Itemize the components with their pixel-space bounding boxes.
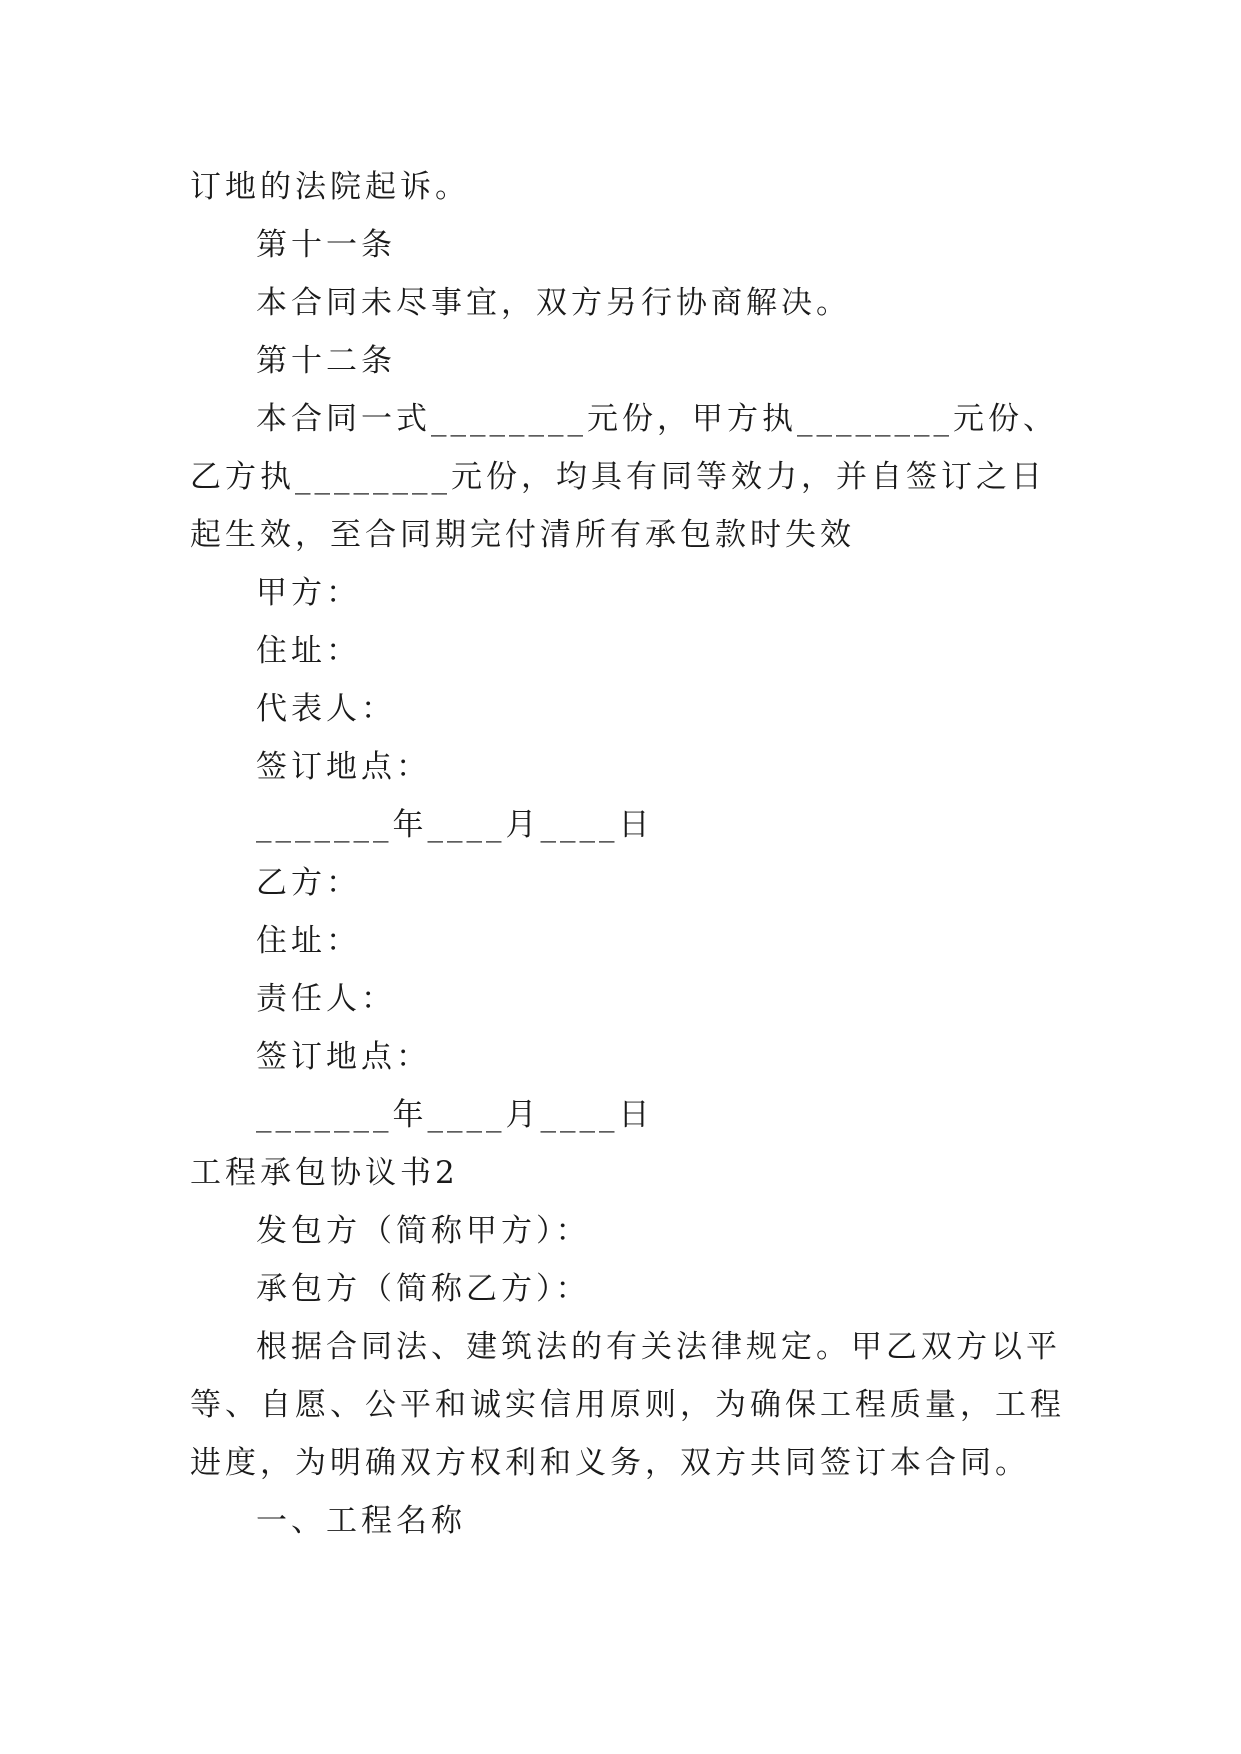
document-title-2: 工程承包协议书2 [190, 1155, 459, 1191]
document-page [190, 158, 1070, 1550]
heading-project-name: 一、工程名称 [256, 1503, 466, 1539]
party-a-label: 甲方： [256, 575, 361, 611]
heading-article-12: 第十二条 [256, 343, 396, 379]
party-a-date: _______年____月____日 [256, 807, 654, 843]
heading-article-11: 第十一条 [256, 227, 396, 263]
party-b-signing-place: 签订地点： [256, 1039, 431, 1075]
party-b-date: _______年____月____日 [256, 1097, 654, 1133]
party-a-signing-place: 签订地点： [256, 749, 431, 785]
employer-label: 发包方（简称甲方）： [256, 1213, 591, 1249]
party-a-address: 住址： [256, 633, 361, 669]
paragraph-article-11: 本合同未尽事宜，双方另行协商解决。 [256, 285, 851, 321]
party-b-responsible: 责任人： [256, 981, 396, 1017]
paragraph-article-12: 本合同一式________元份，甲方执________元份、乙方执________元份，均具有同等效力，并自签订之日起生效，至合同期完付清所有承包款时失效 [190, 401, 1058, 553]
party-b-address: 住址： [256, 923, 361, 959]
party-b-label: 乙方： [256, 865, 361, 901]
party-a-representative: 代表人： [256, 691, 396, 727]
paragraph-lawsuit-venue: 订地的法院起诉。 [190, 169, 470, 205]
paragraph-preamble: 根据合同法、建筑法的有关法律规定。甲乙双方以平等、自愿、公平和诚实信用原则，为确保工程质量，工程进度，为明确双方权利和义务，双方共同签订本合同。 [190, 1329, 1065, 1481]
contractor-label: 承包方（简称乙方）： [256, 1271, 591, 1307]
